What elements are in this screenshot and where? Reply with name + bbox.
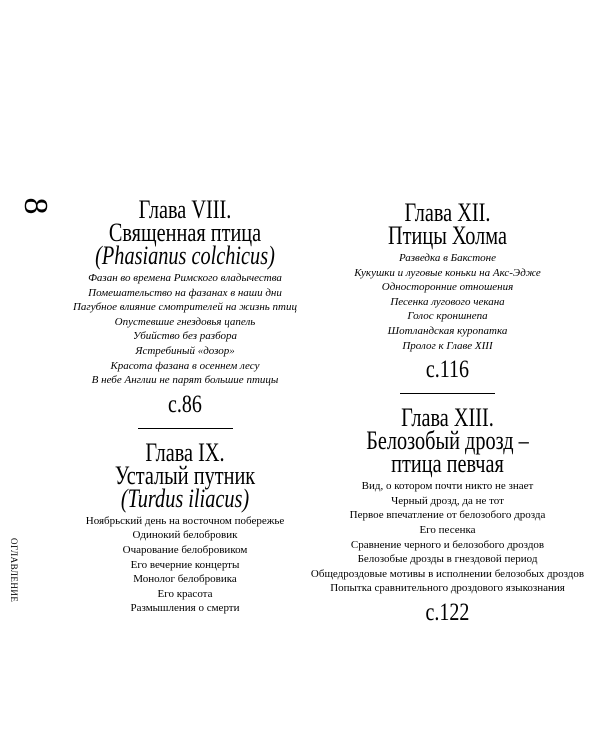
chapter-8-contents: [60, 271, 310, 388]
chapter-12-item: Песенка лугового чекана: [390, 295, 505, 308]
chapter-12-page: с.116: [425, 356, 470, 384]
chapter-9-item: Размышления о смерти: [130, 602, 240, 615]
chapter-13-item: Его песенка: [419, 523, 476, 536]
chapter-8-item: Опустевшие гнездовья цапель: [114, 315, 256, 328]
chapter-8-item: В небе Англии не парят большие птицы: [91, 374, 279, 387]
chapter-12-item: Кукушки и луговые коньки на Акс-Эдже: [354, 266, 541, 279]
chapter-8-item: Красота фазана в осеннем лесу: [110, 359, 260, 372]
chapter-8-item: Помешательство на фазанах в наши дни: [88, 286, 282, 299]
chapter-13-item: Общедроздовые мотивы в исполнении белозобых дроздов: [310, 567, 585, 580]
running-header-contents: ОГЛАВЛЕНИЕ: [9, 538, 19, 603]
chapter-9-item: Ноябрьский день на восточном побережье: [85, 514, 285, 527]
chapter-12-item: Пролог к Главе XIII: [402, 339, 493, 352]
chapter-8-item: Пагубное влияние смотрителей на жизнь птиц: [72, 301, 297, 314]
chapter-12-name: Птицы Холма: [388, 221, 507, 250]
chapter-9-item: Его красота: [157, 587, 213, 600]
chapter-13-name: Белозобый дрозд –: [366, 426, 529, 456]
chapter-9-name: Усталый путник: [114, 460, 256, 490]
chapter-13-contents: [305, 479, 590, 596]
chapter-12-block: [305, 198, 590, 626]
chapter-12-title: Глава XII.: [404, 198, 491, 227]
chapter-9-item: Его вечерние концерты: [130, 558, 240, 571]
chapter-13-item: Попытка сравнительного дроздового языкознания: [330, 582, 565, 595]
chapter-8-block: [60, 195, 310, 616]
chapter-9-title: Глава IX.: [145, 437, 225, 467]
chapter-8-page: с.86: [168, 390, 202, 418]
page-number: 8: [17, 197, 54, 215]
chapter-divider: [138, 428, 233, 429]
chapter-13-item: Белозобые дрозды в гнездовой период: [357, 553, 538, 566]
chapter-divider: [400, 393, 495, 394]
chapter-13-item: Первое впечатление от белозобого дрозда: [349, 509, 546, 522]
chapter-13-page: с.122: [425, 598, 470, 626]
chapter-13-item: Черный дрозд, да не тот: [391, 494, 504, 507]
chapter-8-latin-name: (Phasianus colchicus): [95, 241, 275, 270]
chapter-13-item: Вид, о котором почти никто не знает: [361, 480, 534, 493]
chapter-8-item: Ястребиный «дозор»: [135, 344, 235, 357]
chapter-13-item: Сравнение черного и белозобого дроздов: [350, 538, 545, 551]
chapter-13-title: Глава XIII.: [401, 403, 494, 433]
chapter-13-name: птица певчая: [391, 449, 504, 479]
chapter-12-item: Шотландская куропатка: [387, 324, 508, 337]
chapter-9-item: Очарование белобровиком: [122, 543, 248, 556]
chapter-8-title: Глава VIII.: [138, 195, 232, 224]
chapter-9-item: Одинокий белобровик: [132, 529, 238, 542]
chapter-9-item: Монолог белобровика: [133, 573, 237, 586]
chapter-12-item: Голос кроншнепа: [407, 310, 488, 323]
chapter-12-item: Разведка в Бакстоне: [398, 252, 497, 264]
chapter-12-contents: [305, 251, 590, 353]
chapter-12-item: Односторонние отношения: [381, 281, 514, 294]
chapter-9-latin-name: (Turdus iliacus): [120, 483, 250, 513]
chapter-8-item: Убийство без разбора: [133, 330, 237, 343]
chapter-8-name: Священная птица: [108, 218, 262, 247]
chapter-8-item: Фазан во времена Римского владычества: [88, 272, 282, 284]
chapter-9-contents: [60, 514, 310, 616]
